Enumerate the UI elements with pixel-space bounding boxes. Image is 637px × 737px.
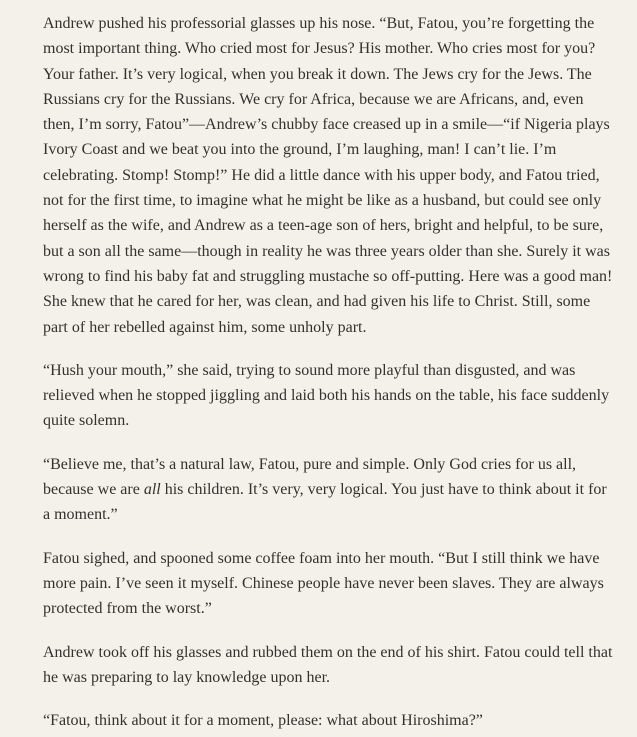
paragraph-text: Andrew pushed his professorial glasses up his nose. “But, Fatou, you’re forgetting the most important thing. Who cried most for Jesus? His mother. Who cries most for you? Your father. It’s very logical, when you break it down. The Jews cry for the Jews. The Russians cry for the Russians. We cry for Africa, because we are Africans, and, even then, I’m sorry, Fatou”—Andrew’s chubby face creased up in a smile—“if Nigeria plays Ivory Coast and we beat you into the ground, I’m laughing, man! I can’t lie. I’m celebrating. Stomp! Stomp!” He did a little dance with his upper body, and Fatou tried, not for the first time, to imagine what he might be like as a husband, but could see only herself as the wife, and Andrew as a teen-age son of hers, bright and helpful, to be sure, but a son all the same—though in reality he was three years older than she. Surely it was wrong to find his baby fat and struggling mustache so off-putting. Here was a good man! She knew that he cared for her, was clean, and had given his life to Christ. Still, some part of her rebelled against him, some unholy part. [43,15,613,336]
paragraph-text: his children. It’s very, very logical. You just have to think about it for a moment.” [43,481,607,524]
story-paragraph [43,640,617,691]
paragraph-text: Fatou sighed, and spooned some coffee foam into her mouth. “But I still think we have more pain. I’ve seen it myself. Chinese people have never been slaves. They are always protected from the worst.” [43,549,604,618]
story-paragraph [43,11,617,340]
paragraph-text: “Believe me, that’s a natural law, Fatou, pure and simple. Only God cries for us all, because we are [43,455,577,499]
story-paragraph [43,546,617,622]
story-paragraph [43,358,617,434]
paragraph-text: “Fatou, think about it for a moment, please: what about Hiroshima?” [43,712,483,730]
paragraph-text: Andrew took off his glasses and rubbed them on the end of his shirt. Fatou could tell that he was preparing to lay knowledge upon her. [43,643,613,686]
paragraph-text: “Hush your mouth,” she said, trying to sound more playful than disgusted, and was relieved when he stopped jiggling and laid both his hands on the table, his face suddenly quite solemn. [43,361,610,430]
story-paragraph [43,708,617,733]
paragraph-text-italic: all [143,481,161,499]
story-paragraph [43,452,617,528]
